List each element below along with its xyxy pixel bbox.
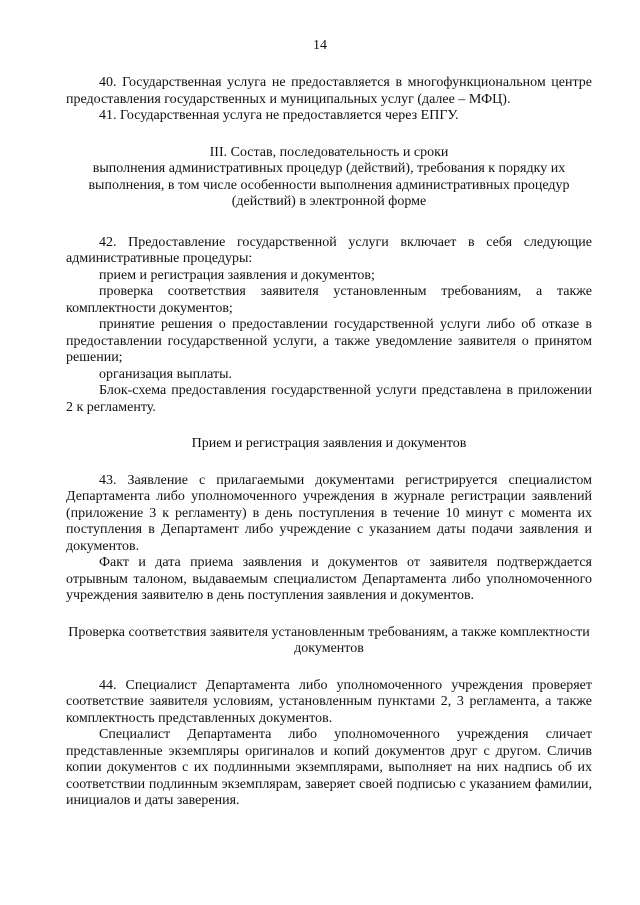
procedure-item: организация выплаты.: [99, 366, 232, 382]
paragraph-41: 41. Государственная услуга не предоставляется через ЕПГУ.: [99, 108, 459, 123]
procedure-item: принятие решения о предоставлении государственной услуги либо об отказе в предоставлении государственной услуги, а также уведомление заявителя о принятом решении;: [66, 317, 592, 365]
subsection-reception-title: Прием и регистрация заявления и документов: [191, 436, 467, 451]
paragraph-44: 44. Специалист Департамента либо уполномоченного учреждения проверяет соответствие заявителя условиям, установленным пунктами 2, 3 регламента, а также комплектность представленных документов.: [66, 677, 592, 726]
page-number: 14: [313, 38, 327, 53]
paragraph-44-verification: Специалист Департамента либо уполномоченного учреждения сличает представленные экземпляры оригиналов и копий документов друг с другом. Сличив копии документов с их подлинными экземплярами, выполняет на них надпись об их соответствии подлинным экземплярам, заверяет своей подписью с указанием фамилии, инициалов и даты заверения.: [66, 727, 592, 808]
subsection-check-title: Проверка соответствия заявителя установленным требованиям, а также комплектности документов: [68, 624, 590, 656]
procedure-item: прием и регистрация заявления и документов;: [99, 267, 375, 283]
page-content: [66, 75, 592, 810]
paragraph-43-receipt: Факт и дата приема заявления и документов от заявителя подтверждается отрывным талоном, выдаваемым специалистом Департамента либо уполномоченного учреждения заявителю в день поступления заявления и документов.: [66, 555, 592, 603]
paragraph-42-intro: 42. Предоставление государственной услуги включает в себя следующие административные процедуры:: [66, 234, 592, 266]
paragraph-42-scheme: Блок-схема предоставления государственной услуги представлена в приложении 2 к регламенту.: [66, 383, 592, 415]
section-3-title: III. Состав, последовательность и сроки: [209, 144, 449, 160]
paragraph-43: 43. Заявление с прилагаемыми документами регистрируется специалистом Департамента либо уполномоченного учреждения в журнале регистрации заявлений (приложение 3 к регламенту) в день поступления в течение 10 минут с момента их поступления в Департамент либо учреждение с указанием даты подачи заявления и документов.: [66, 472, 592, 554]
section-3-subtitle: выполнения административных процедур (действий), требования к порядку их выполнения, в том числе особенности выполнения административных процедур (действий) в электронной форме: [88, 161, 570, 209]
procedure-item: проверка соответствия заявителя установленным требованиям, а также комплектности документов;: [66, 284, 592, 316]
paragraph-40: 40. Государственная услуга не предоставляется в многофункциональном центре предоставления государственных и муниципальных услуг (далее – МФЦ).: [66, 75, 592, 107]
